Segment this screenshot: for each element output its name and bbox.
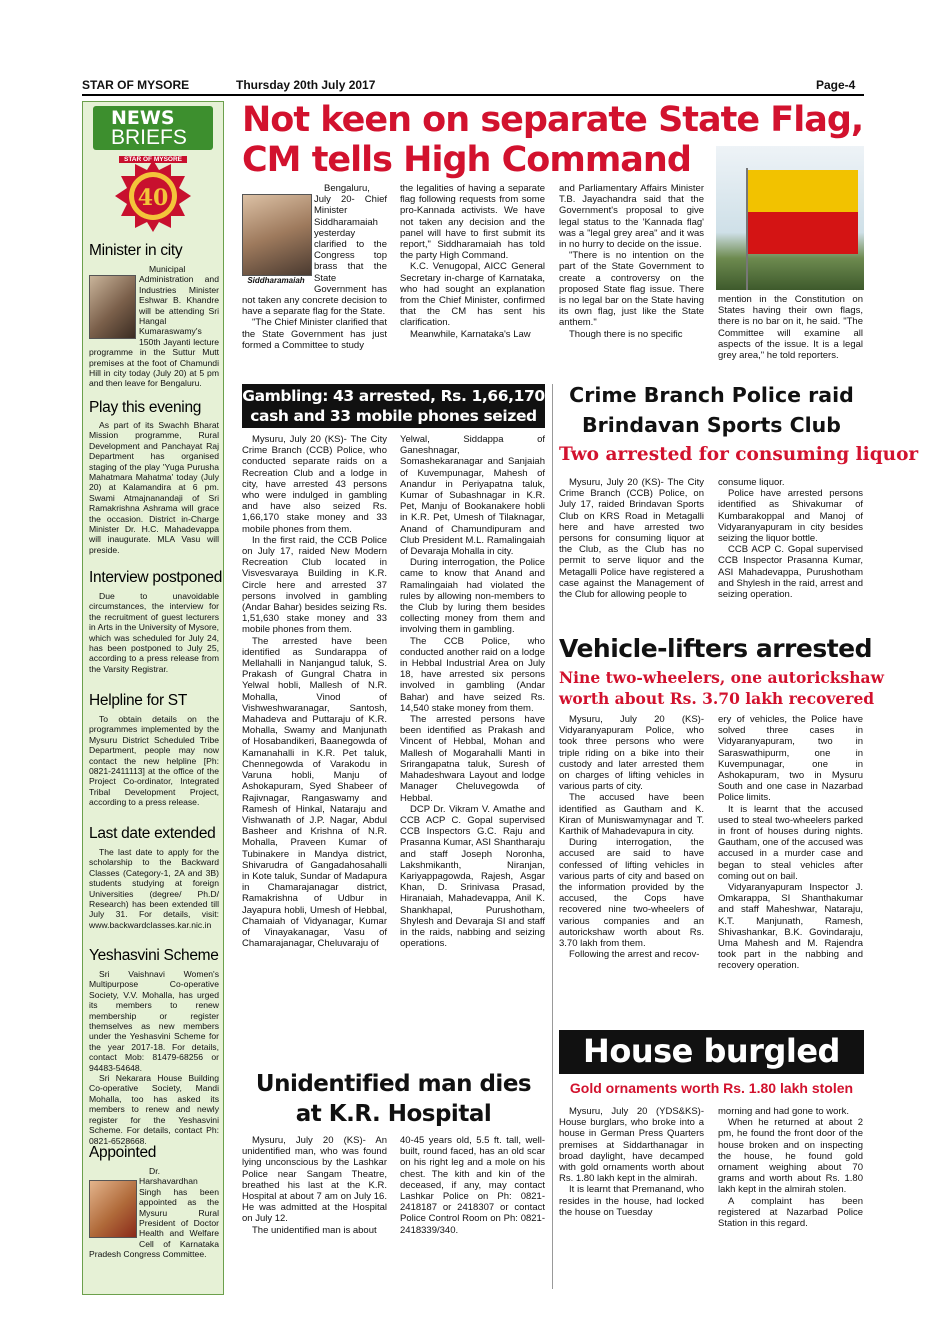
brief-text: Due to unavoidable circumstances, the interview for the recruitment of guest lecturers in Arts in the University of Mysore, which was scheduled for July 24, has been postponed to July 25, according to a press release from the Varsity Registrar.: [89, 591, 219, 674]
brief-text: Sri Vaishnavi Women's Multipurpose Co-operative Society, V.V. Mohalla, has urged its members to renew membership or register themselves as new members under the Yeshasvini Scheme for the year 2017-18. For details, contact Mob: 81479-68256 or 94483-54648.: [89, 969, 219, 1073]
brief-text: [89, 1166, 219, 1260]
house-para: A complaint has been registered at Nazarbad Police Station in this regard.: [718, 1195, 863, 1230]
gambling-headline-box: [242, 384, 545, 428]
crime-para: CCB ACP C. Gopal supervised CCB Inspector Prasanna Kumar, ASI Mahadevappa, Purushotham and Shylesh in the raid, arrest and seizing operation.: [718, 544, 863, 601]
house-para: morning and had gone to work.: [718, 1106, 849, 1117]
crime-para: consume liquor.: [718, 477, 785, 488]
lead-para: K.C. Venugopal, AICC General Secretary in-charge of Karnataka, who had sought an explanation from the Chief Minister, confirmed that the CM has sent his clarification.: [400, 261, 545, 329]
brief-body-4: [89, 714, 219, 822]
unidentified-para: The unidentified man is about: [252, 1224, 377, 1236]
crime-col-2: [718, 477, 863, 627]
unidentified-col-1: [242, 1135, 387, 1265]
vehicle-para: Mysuru, July 20 (KS)- Vidyaranyapuram Police, who took three persons who were triple riding on a bike into their custody and later arrested them on charges of lifting vehicles in various parts of city.: [559, 714, 704, 793]
photo-float: [89, 274, 139, 344]
lead-para: mention in the Constitution on States having their own flags, there is no bar on it, he said. "The Committee will examine all aspects of the issue. It is a legal grey area," he told reporters.: [718, 294, 863, 362]
briefs-label: BRIEFS: [111, 126, 187, 149]
brief-body-1: [89, 264, 219, 389]
lead-para: and Parliamentary Affairs Minister T.B. Jayachandra said that the Government's proposal to give legal status to the 'Kannada flag' was a "legal grey area" and it was in no hurry to decide on the issue.: [559, 183, 704, 251]
flag-yellow-band: [748, 170, 858, 212]
brief-heading-1: Minister in city: [89, 242, 183, 259]
vehicle-col-2: [718, 714, 863, 1026]
vehicle-col-1: [559, 714, 704, 1026]
brief-heading-3: Interview postponed: [89, 569, 223, 586]
logo-top-text: STAR OF MYSORE: [119, 156, 187, 163]
crime-headline-2: Brindavan Sports Club: [582, 413, 841, 437]
photo-float: [242, 183, 314, 285]
masthead-page: Page-4: [816, 78, 856, 92]
lead-para: [242, 183, 387, 317]
brief-body-2: [89, 420, 219, 565]
lead-col-1: [242, 183, 387, 375]
lead-headline-2: CM tells High Command: [242, 140, 691, 180]
vehicle-subhead-2: worth about Rs. 3.70 lakh recovered: [559, 689, 875, 708]
lead-col-3: [559, 183, 704, 375]
gambling-para: Mysuru, July 20 (KS)- The City Crime Branch (CCB) Police, who conducted separate raids on a Recreation Club and a lodge in city, have arrested 43 persons who were indulged in gambling and have also seized Rs. 1,66,170 stake money and 33 mobile phones from them.: [242, 434, 387, 535]
brief-body-6: [89, 969, 219, 1146]
cm-photo-caption: Siddharamaiah: [242, 276, 310, 285]
brief-body-7: [89, 1166, 219, 1276]
brief-text: [89, 264, 219, 389]
masthead-paper: STAR OF MYSORE: [82, 78, 190, 92]
gambling-headline-2: cash and 33 mobile phones seized: [250, 407, 537, 425]
vehicle-para: It is learnt that the accused used to steal two-wheelers parked in front of houses during nights. Gautham, one of the accused was accused in a murder case and began to steal vehicles after coming out on bail.: [718, 803, 863, 882]
crime-para: Police have arrested persons identified as Shivakumar of Kumbarakoppal and Manoj of Vidyaranyapuram in city besides seizing the liquor bottle.: [718, 488, 863, 545]
gambling-col-1: [242, 434, 387, 1066]
unidentified-col-2: [400, 1135, 545, 1265]
lead-para: "The Chief Minister clarified that the State Government has just formed a Committee to study: [242, 317, 387, 351]
gambling-para: Yelwal, Siddappa of Ganeshnagar, Somashekaranagar and Sanjaiah of Kuvempunagar, Mahesh of Anandur in Periyapatna taluk, Kumar of Subashnagar in K.R. Pet, Manju of Bookanakere hobli in K.R. Pet, Umesh of Tilaknagar, Anand of Chamundipuram and Club President M.L. Ramalingaiah of Devaraja Mohalla in city.: [400, 434, 545, 558]
unidentified-para: 40-45 years old, 5.5 ft. tall, well-built, round faced, has an old scar on his right leg and a mole on his chest. The kith and kin of the deceased, if any, may contact Lashkar Police on Ph: 0821-2418187 or 2418307 or contact Police Control Room on Ph: 0821-2418339/340.: [400, 1135, 545, 1236]
unidentified-headline-2: at K.R. Hospital: [295, 1101, 492, 1127]
house-para: It is learnt that Premanand, who resides in the house, had locked the house on Tuesday: [559, 1184, 704, 1218]
gambling-para: The arrested persons have been identified as Prakash and Vincent of Hebbal, Mohan and Mallesh of Mogarahalli Manti in Srirangapatna taluk, Suresh of Mahadeshwara Layout and lodge Manager Cheluvegowda of Hebbal.: [400, 714, 545, 804]
vehicle-para: The accused have been identified as Gautham and K. Kiran of Muniswamynagar and T. Karthik of Mahadevapura in city.: [559, 792, 704, 838]
brief-text-span: Dr. Harshavardhan Singh has been appointed as the Mysuru Rural President of Doctor Health and Welfare Cell of Karnataka Pradesh Congress Committee.: [89, 1166, 219, 1260]
house-headline-box: [559, 1030, 864, 1074]
brief-body-3: [89, 591, 219, 687]
column-divider: [552, 384, 553, 1289]
flag-photo: [716, 146, 864, 290]
gambling-col-2: [400, 434, 545, 1066]
house-subhead: Gold ornaments worth Rs. 1.80 lakh stolen: [569, 1080, 854, 1096]
brief-text-span: Municipal Administration and Industries Minister Eshwar B. Khandre will be attending Sri Hangal Kumaraswamy's 150th Jayanti lecture programme in the Suttur Mutt premises at the foot of Chamundi Hill in city today (July 20) at 5 pm and then leave for Bengaluru.: [89, 264, 219, 389]
crime-col-1: [559, 477, 704, 627]
lead-para: "There is no intention on the part of the State Government to create a controversy on the proposed State flag issue. There is no legal bar on the State having its own flag, just like the State anthem.": [559, 250, 704, 329]
news-briefs-banner: [93, 106, 213, 150]
lead-para: the legalities of having a separate flag following requests from some pro-Kannada activists. We have not taken any decision and the panel will have to first submit its report," Siddharamaiah has told the party High Command.: [400, 183, 545, 262]
lead-headline-1: Not keen on separate State Flag,: [242, 100, 864, 140]
house-headline: House burgled: [583, 1032, 840, 1070]
house-para: When he returned at about 2 pm, he found the front door of the house broken and on inspecting the house, he found gold ornament weighing about 70 grams and worth about Rs. 1.80 lakh kept in the almirah stolen.: [718, 1117, 863, 1196]
vehicle-para: During interrogation, the accused are said to have confessed of lifting vehicles in various parts of city and based on the information provided by the accused, the Cops have recovered nine two-wheelers of various companies and an autorickshaw worth about Rs. 3.70 lakh from them.: [559, 837, 704, 950]
brief-heading-4: Helpline for ST: [89, 692, 188, 709]
crime-headline-1: Crime Branch Police raid: [569, 383, 854, 407]
flag-red-band: [748, 212, 858, 254]
brief-heading-2: Play this evening: [89, 399, 202, 416]
vehicle-headline: Vehicle-lifters arrested: [559, 634, 873, 663]
brief-text: As part of its Swachh Bharat Mission programme, Rural Development and Panchayat Raj Department has organised staging of the play 'Yuga Purusha Mahatmara Mahatma' today (July 20) at Kalamandira at 6 pm. Swami Atmajnanandaji of Sri Ramakrishna Ashrama will grace the occasion. District in-Charge Minister Dr. H.C. Mahadevappa will inaugurate. MLA Vasu will preside.: [89, 420, 219, 555]
gambling-para: The arrested have been identified as Sundarappa of Mellahalli in Nanjangud taluk, S. Prakash of Gungral Chatra in Yelwal hobli, Mallesh of N.R. Mohalla, Vinod of Vishweshwaranagar, Santosh, Mahadeva and Puttaraju of K.R. Mohalla, Swamy and Manjunath of Hosabandikeri, Baanegowda of Kamanahalli in K.R. Pet taluk, Chennegowda of Varakodu in Varuna hobli, Manju of Ashokapuram, Syed Shabeer of Rajivnagar, Rangaswamy and Ramesh of Hinkal, Nataraju and Vishwanath of J.P. Nagar, Abdul Basheer and Krishna of N.R. Mohalla, Praveen Kumar of Tubinakere in Mandya district, Shivarudra of Gangadahosahalli in Kote taluk, Sundar of Madapura in Chamarajanagar district, Ramakrishna of Udbur in Jayapura hobli, Umesh of Hebbal, Chamaiah of Vidyanagar, Kumar of Vinayakanagar, Vasu of Chamarajanagar, Cheluvaraju of: [242, 635, 387, 950]
house-para: Mysuru, July 20 (YDS&KS)- House burglars, who broke into a house in German Press Quarters premises at Siddarthanagar in broad daylight, have decamped with gold ornaments worth about Rs. 1.80 lakh kept in the almirah.: [559, 1106, 704, 1185]
lead-para: Though there is no specific: [569, 328, 683, 340]
gambling-para: During interrogation, the Police came to know that Anand and Ramalingaiah had violated the rules by allowing non-members to the Club by luring them besides collecting money from them and involving them in gambling.: [400, 557, 545, 636]
brief-text: To obtain details on the programmes implemented by the Mysuru District Scheduled Tribe Department, people may now contact the new helpline [Ph: 0821-2411113] at the office of the Project Co-ordinator, Integrated Tribal Development Project, according to a press release.: [89, 714, 219, 808]
brief-text: The last date to apply for the scholarship to the Backward Classes (Category-1, 2A and 3B) students studying at foreign Universities (degree/ Ph.D/ Research) has been extended till July 31. For details, visit: www.backwardclasses.kar.nic.in: [89, 847, 219, 930]
vehicle-para: Following the arrest and recov-: [569, 949, 700, 961]
lead-para-span: Bengaluru, July 20- Chief Minister Siddharamaiah yesterday clarified to the Congress top brass that the State Government has not taken any concrete decision to have a separate flag for the State.: [242, 183, 387, 318]
masthead-date: Thursday 20th July 2017: [236, 78, 376, 92]
brief-heading-7: Appointed: [89, 1144, 157, 1161]
brief-text-2: Sri Nekarara House Building Co-operative Society, Mandi Mohalla, too has asked its members to renew and newly register for the Yeshasvini Scheme. For details, contact Ph: 0821-6528668.: [89, 1073, 219, 1146]
brief-heading-5: Last date extended: [89, 825, 216, 842]
anniversary-logo: [111, 156, 195, 234]
lead-col-2: [400, 183, 545, 375]
photo-float: [89, 1176, 139, 1242]
brief-body-5: [89, 847, 219, 947]
news-briefs-sidebar: [82, 101, 224, 1295]
unidentified-headline-1: Unidentified man dies: [255, 1071, 532, 1097]
vehicle-para: Vidyaranyapuram Inspector J. Omkarappa, SI Shanthakumar and staff Maheshwar, Nataraju, K.T. Manjunath, Ramesh, Shivashankar, B.K. Govindaraju, Uma Mahesh and M. Rajendra took part in the nabbing and recovery operation.: [718, 882, 863, 972]
gambling-para: The CCB Police, who conducted another raid on a lodge in Hebbal Industrial Area on July 18, have arrested six persons involved in gambling (Andar Bahar) and have seized Rs. 14,540 stake money from them.: [400, 635, 545, 714]
house-col-1: [559, 1106, 704, 1266]
vehicle-para: ery of vehicles, the Police have solved three cases in Vidyaranyapuram, two in Saraswathipurm, one in Kuvempunagar, one in Ashokapuram, two in Mysuru South and one case in Nazarbad Police limits.: [718, 714, 863, 804]
news-label: NEWS: [111, 107, 175, 129]
crime-subhead: Two arrested for consuming liquor: [559, 444, 919, 465]
crime-para: Mysuru, July 20 (KS)- The City Crime Branch (CCB) Police, on July 17, raided Brindavan Sports Club on KRS Road in Metagalli here and have arrested two persons for consuming liquor at the Club, as the Club has no permit to serve liquor and the Metagalli Police have registered a case against the Management of the Club for allowing people to: [559, 477, 704, 601]
logo-number: 40: [137, 185, 169, 211]
lead-para: Meanwhile, Karnataka's Law: [410, 328, 531, 340]
lead-col-4: [718, 294, 863, 374]
vehicle-subhead-1: Nine two-wheelers, one autorickshaw: [559, 668, 884, 687]
gambling-para: In the first raid, the CCB Police on July 17, raided New Modern Recreation Club located in Visvesvaraya Building in K.R. Circle here and arrested 37 persons involved in gambling (Andar Bahar) besides seizing Rs. 1,51,630 stake money and 33 mobile phones from them.: [242, 534, 387, 636]
masthead-rule: [82, 94, 864, 96]
gambling-headline-1: Gambling: 43 arrested, Rs. 1,66,170: [242, 387, 545, 405]
brief-heading-6: Yeshasvini Scheme: [89, 947, 219, 964]
unidentified-para: Mysuru, July 20 (KS)- An unidentified man, who was found lying unconscious by the Lashkar Police near Sangam Theatre, breathed his last at the K.R. Hospital at about 7 am on July 16. He was admitted at the Hospital on July 12.: [242, 1135, 387, 1225]
house-col-2: [718, 1106, 863, 1266]
gambling-para: DCP Dr. Vikram V. Amathe and CCB ACP C. Gopal supervised CCB Inspectors G.C. Raju and Prasanna Kumar, ASI Shantharaju and staff Joseph Noronha, Lakshmikanth, Niranjan, Kariyappagowda, Rajesh, Asgar Khan, D. Srinivasa Prasad, Hiranaiah, Mahadevappa, Anil K. Shankhapal, Purushotham, Shylesh and Devaraja SI and staff in the raids, nabbing and seizing operations.: [400, 803, 545, 950]
